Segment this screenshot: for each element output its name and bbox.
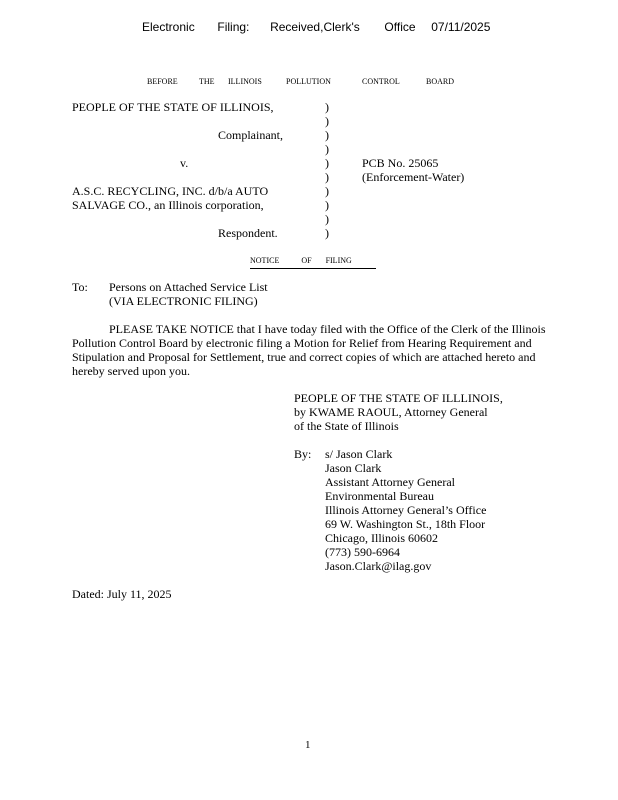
dated-line: Dated: July 11, 2025: [72, 587, 172, 601]
caption-defendant-line2: SALVAGE CO., an Illinois corporation,: [72, 198, 264, 212]
signature-city: Chicago, Illinois 60602: [325, 531, 438, 545]
caption-defendant-line1: A.S.C. RECYCLING, INC. d/b/a AUTO: [72, 184, 269, 198]
caption-paren: ): [325, 128, 329, 142]
signature-bureau: Environmental Bureau: [325, 489, 434, 503]
to-line1: Persons on Attached Service List: [109, 280, 268, 294]
board-title-illinois: ILLINOIS: [228, 77, 262, 86]
caption-paren: ): [325, 184, 329, 198]
header-date: 07/11/2025: [431, 20, 491, 34]
enforcement-type: (Enforcement-Water): [362, 170, 465, 184]
caption-complainant: Complainant,: [218, 128, 283, 142]
signature-street: 69 W. Washington St., 18th Floor: [325, 517, 486, 531]
caption-paren: ): [325, 226, 329, 240]
board-title-control: CONTROL: [362, 77, 400, 86]
signature-party-line2: by KWAME RAOUL, Attorney General: [294, 405, 488, 419]
caption-paren: ): [325, 114, 329, 128]
filing-stamp-header: [142, 20, 490, 34]
caption-respondent: Respondent.: [218, 226, 278, 240]
caption-paren: ): [325, 198, 329, 212]
board-title-before: BEFORE: [147, 77, 178, 86]
filing-word: FILING: [325, 256, 352, 265]
to-label: To:: [72, 280, 88, 294]
body-line-3: Stipulation and Proposal for Settlement, true and correct copies of which are attached hereto and: [72, 350, 536, 364]
caption-paren: ): [325, 100, 329, 114]
header-filing: Filing:: [217, 20, 250, 34]
board-title-the: THE: [199, 77, 215, 86]
body-line-2: Pollution Control Board by electronic filing a Motion for Relief from Hearing Requirement and: [72, 336, 532, 350]
signature-title: Assistant Attorney General: [325, 475, 455, 489]
caption-paren: ): [325, 170, 329, 184]
board-title-board: BOARD: [426, 77, 455, 86]
header-electronic: Electronic: [142, 20, 195, 34]
caption-plaintiff: PEOPLE OF THE STATE OF ILLINOIS,: [72, 100, 274, 114]
notice-word: NOTICE: [250, 256, 280, 265]
body-line-4: hereby served upon you.: [72, 364, 190, 378]
pcb-number: PCB No. 25065: [362, 156, 439, 170]
body-line-1: PLEASE TAKE NOTICE that I have today filed with the Office of the Clerk of the Illinois: [109, 322, 546, 336]
to-line2: (VIA ELECTRONIC FILING): [109, 294, 258, 308]
signature-phone: (773) 590-6964: [325, 545, 400, 559]
signature-signed: s/ Jason Clark: [325, 447, 393, 461]
signature-party-line3: of the State of Illinois: [294, 419, 399, 433]
header-office: Office: [384, 20, 416, 34]
signature-party-line1: PEOPLE OF THE STATE OF ILLLINOIS,: [294, 391, 503, 405]
signature-name: Jason Clark: [325, 461, 382, 475]
notice-of-filing-title: [250, 254, 376, 269]
caption-paren: ): [325, 212, 329, 226]
caption-versus: v.: [180, 156, 189, 170]
caption-paren: ): [325, 156, 329, 170]
signature-office: Illinois Attorney General’s Office: [325, 503, 487, 517]
header-received: Received,Clerk's: [270, 20, 360, 34]
page-number: 1: [305, 739, 311, 751]
signature-by-label: By:: [294, 447, 312, 461]
board-title-pollution: POLLUTION: [286, 77, 331, 86]
signature-email: Jason.Clark@ilag.gov: [325, 559, 432, 573]
of-word: OF: [301, 256, 312, 265]
caption-paren: ): [325, 142, 329, 156]
